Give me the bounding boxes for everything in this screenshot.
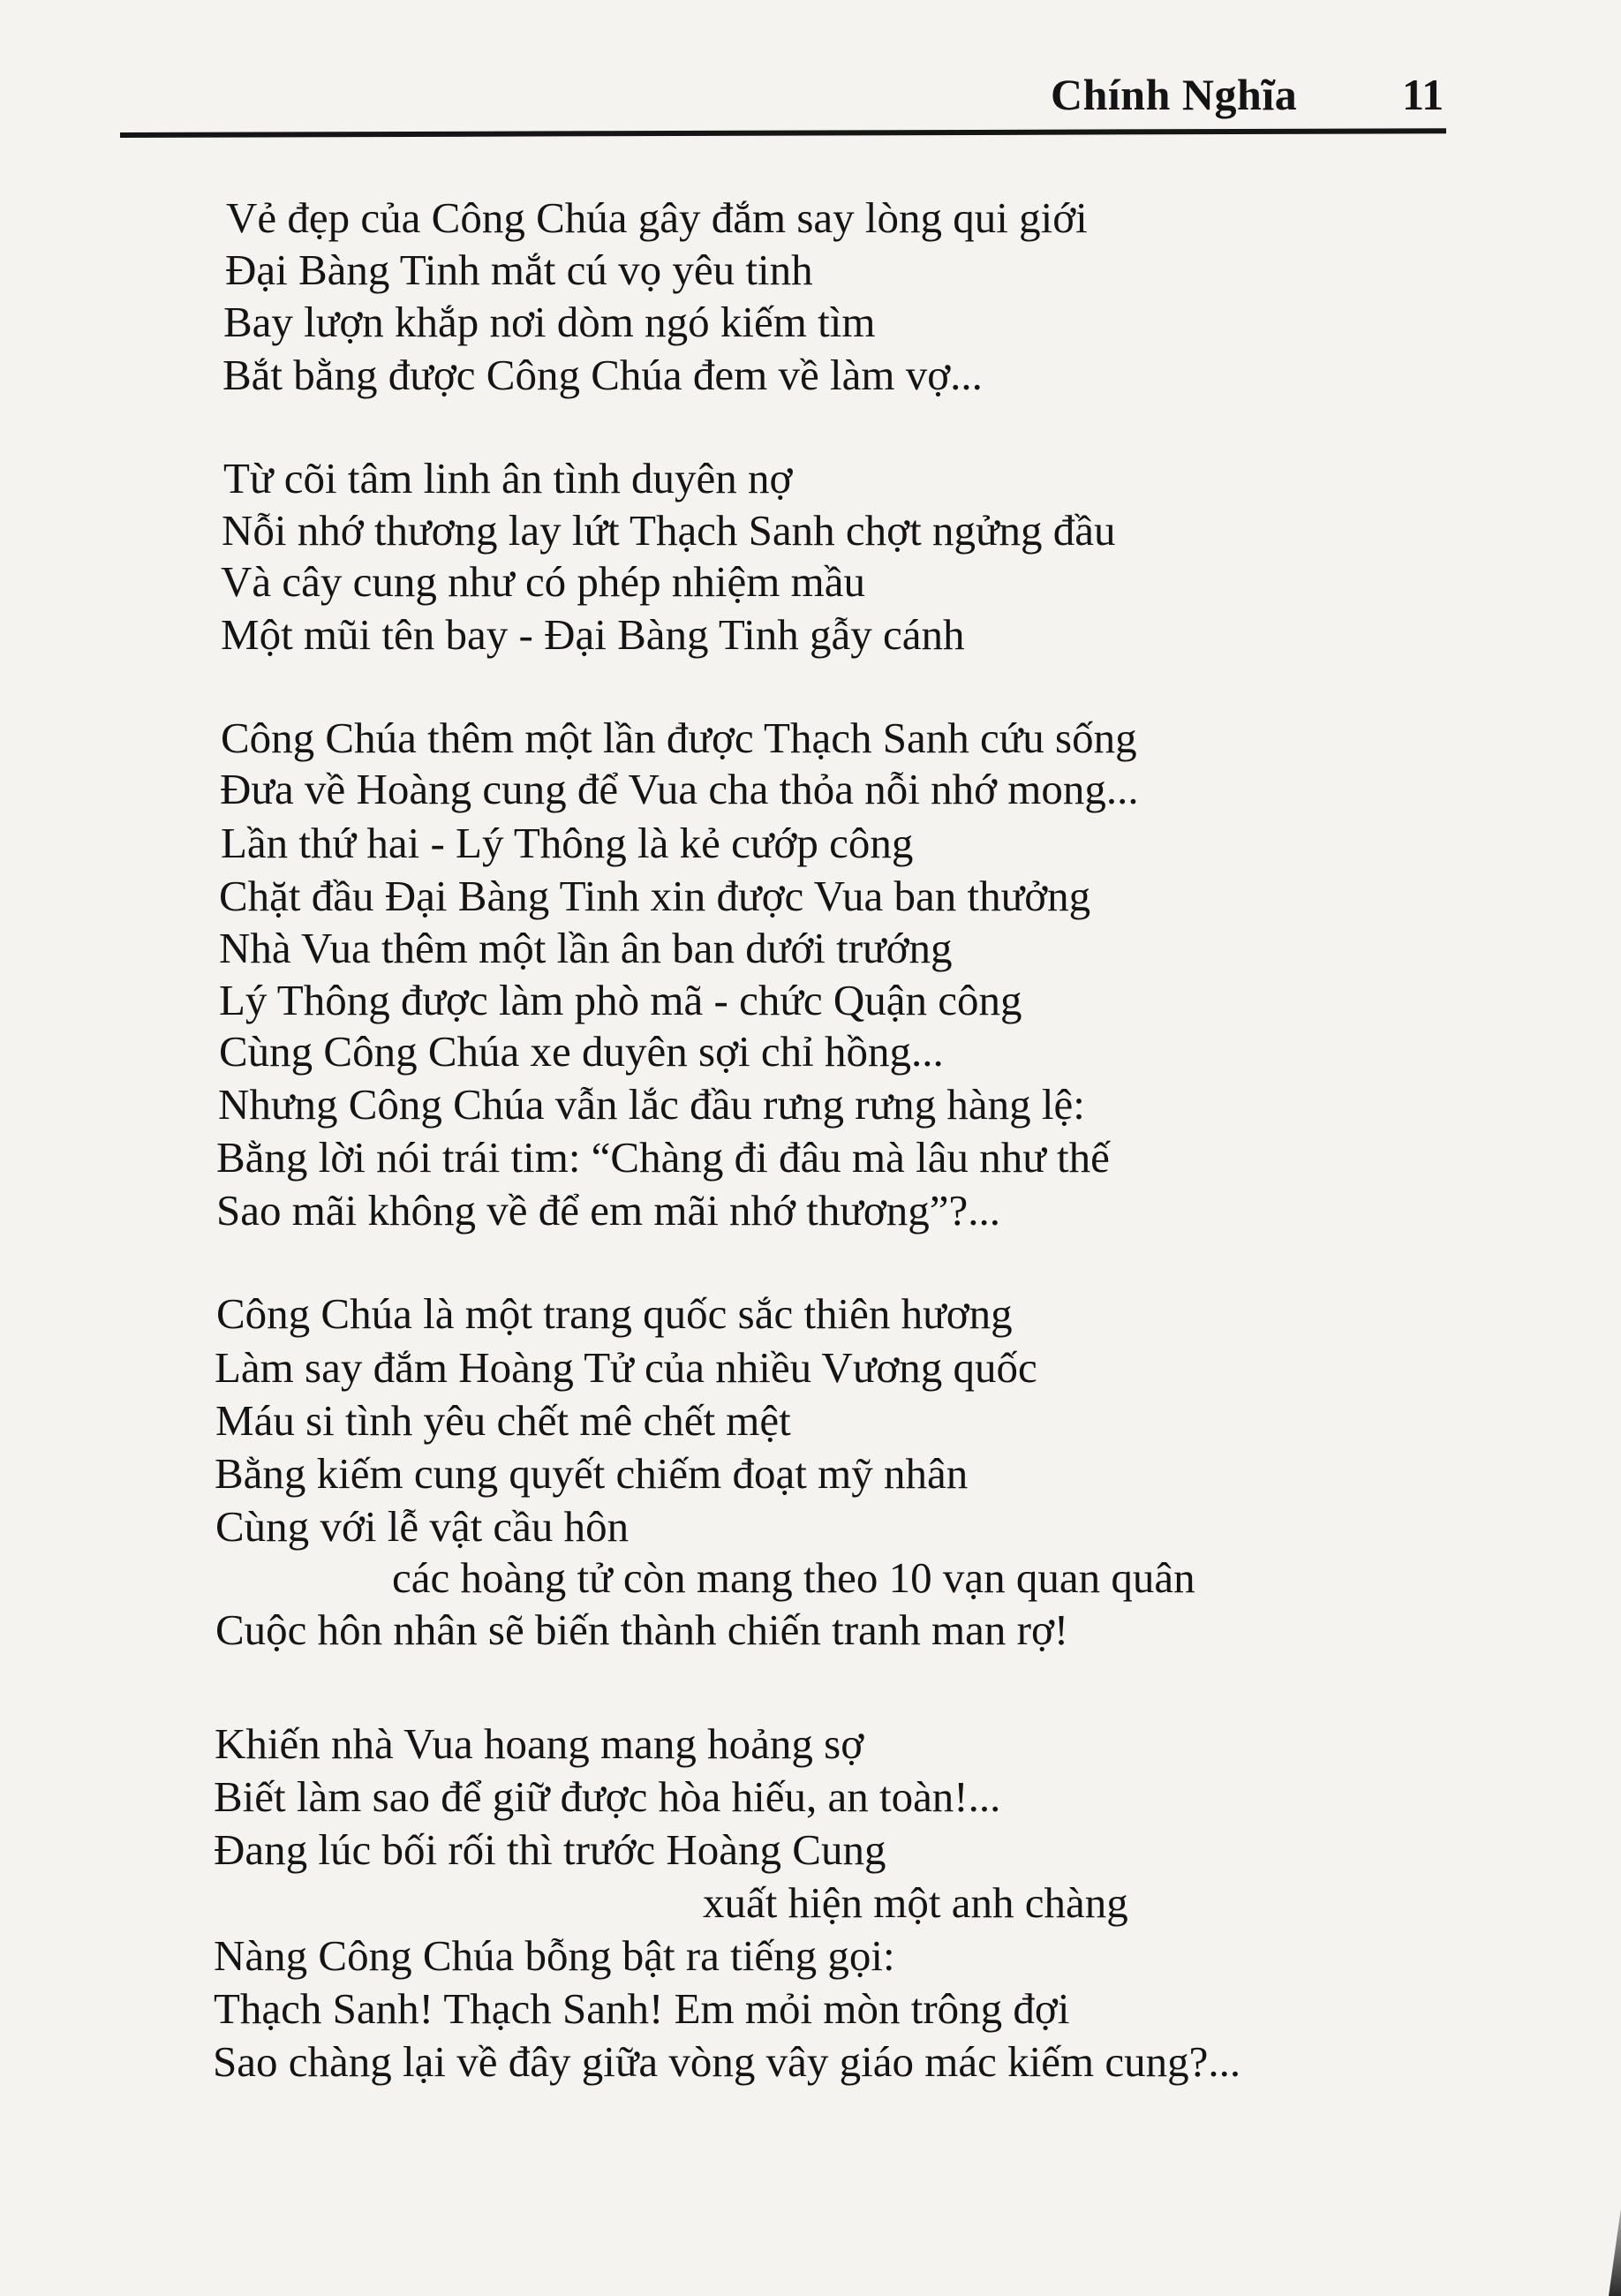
book-title: Chính Nghĩa: [1051, 70, 1298, 119]
poem-line: Đại Bàng Tinh mắt cú vọ yêu tinh: [225, 245, 813, 294]
poem-line: Nỗi nhớ thương lay lứt Thạch Sanh chợt ngửng đầu: [222, 506, 1116, 555]
poem-line: Cùng Công Chúa xe duyên sợi chỉ hồng...: [219, 1027, 944, 1076]
poem-line: Máu si tình yêu chết mê chết mệt: [215, 1396, 791, 1445]
poem-line: Nhưng Công Chúa vẫn lắc đầu rưng rưng hàng lệ:: [218, 1080, 1085, 1129]
poem-line: Sao chàng lại về đây giữa vòng vây giáo mác kiếm cung?...: [213, 2037, 1241, 2086]
poem-line: Chặt đầu Đại Bàng Tinh xin được Vua ban thưởng: [219, 872, 1091, 920]
poem-line: Bằng kiếm cung quyết chiếm đoạt mỹ nhân: [215, 1449, 969, 1498]
poem-line: Lý Thông được làm phò mã - chức Quận công: [219, 976, 1022, 1024]
poem-line: Cuộc hôn nhân sẽ biến thành chiến tranh man rợ!: [215, 1605, 1069, 1654]
poem-line: Bay lượn khắp nơi dòm ngó kiếm tìm: [223, 298, 876, 346]
poem-line: Thạch Sanh! Thạch Sanh! Em mỏi mòn trông đợi: [214, 1984, 1070, 2033]
poem-line: Một mũi tên bay - Đại Bàng Tinh gẫy cánh: [221, 610, 965, 659]
poem-line: Bắt bằng được Công Chúa đem về làm vợ...: [222, 351, 983, 399]
poem-line: Nhà Vua thêm một lần ân ban dưới trướng: [219, 924, 953, 972]
poem-line: Nàng Công Chúa bỗng bật ra tiếng gọi:: [214, 1931, 895, 1980]
poem-line: Và cây cung như có phép nhiệm mầu: [221, 557, 866, 606]
poem-line: Công Chúa thêm một lần được Thạch Sanh cứu sống: [221, 714, 1137, 762]
poem-line: Biết làm sao để giữ được hòa hiếu, an toàn!...: [214, 1772, 1001, 1821]
poem-line: Từ cõi tâm linh ân tình duyên nợ: [223, 454, 793, 502]
poem-line: Làm say đắm Hoàng Tử của nhiều Vương quốc: [215, 1343, 1037, 1392]
poem-line: Vẻ đẹp của Công Chúa gây đắm say lòng qui giới: [226, 193, 1088, 242]
poem-line: Bằng lời nói trái tim: “Chàng đi đâu mà lâu như thế: [216, 1133, 1110, 1182]
poem-line: Cùng với lễ vật cầu hôn: [215, 1502, 630, 1551]
poem-line: Đưa về Hoàng cung để Vua cha thỏa nỗi nhớ mong...: [220, 765, 1139, 813]
poem-line: Lần thứ hai - Lý Thông là kẻ cướp công: [221, 819, 914, 867]
page-number: 11: [1402, 70, 1444, 119]
poem-line: Khiến nhà Vua hoang mang hoảng sợ: [215, 1719, 864, 1768]
poem-line: Công Chúa là một trang quốc sắc thiên hương: [216, 1289, 1013, 1338]
poem-line: Sao mãi không về để em mãi nhớ thương”?...: [216, 1186, 1001, 1235]
poem-line-indented: các hoàng tử còn mang theo 10 vạn quan quân: [392, 1553, 1195, 1602]
poem-line: Đang lúc bối rối thì trước Hoàng Cung: [214, 1825, 886, 1874]
poem-line-indented: xuất hiện một anh chàng: [703, 1878, 1128, 1927]
